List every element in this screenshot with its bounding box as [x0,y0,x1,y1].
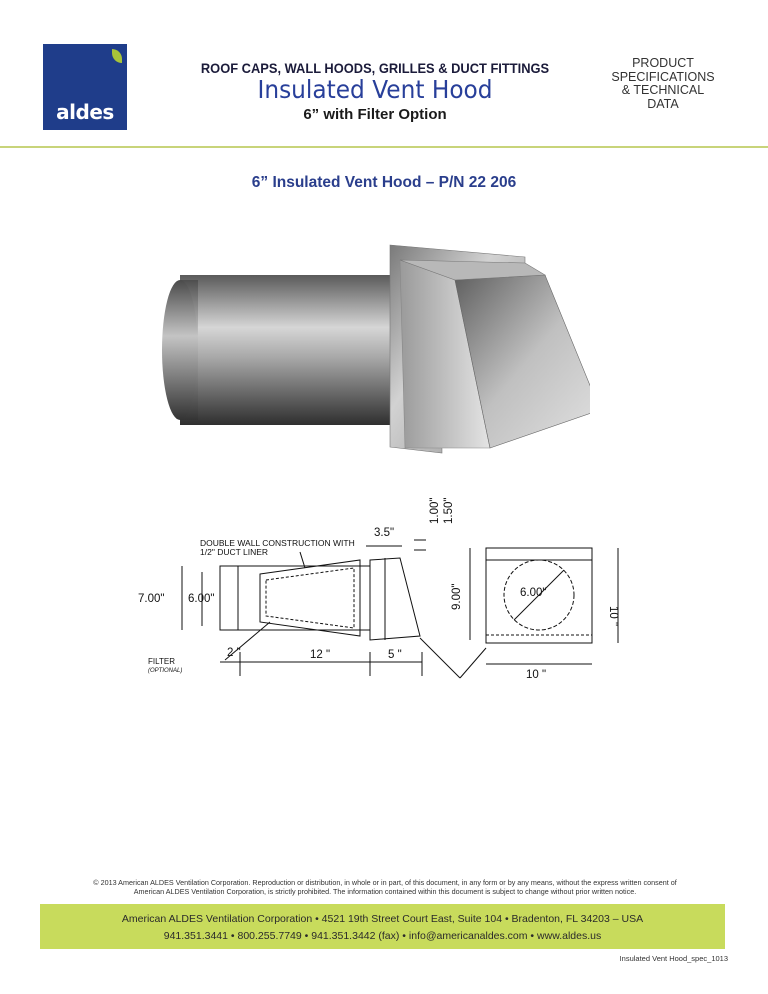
spec-line: & TECHNICAL [621,83,705,97]
collar-band [180,280,198,420]
spec-line: DATA [647,96,679,111]
hood-length-label: 5 " [388,649,402,661]
top-offset-label: 1.50" [443,497,455,524]
document-id: Insulated Vent Hood_spec_1013 [619,954,728,963]
duct-diameter-label: 6.00" [188,593,215,605]
top-offset-label: 1.00" [429,497,441,524]
contact-band [40,904,725,949]
filter-note: (OPTIONAL) [148,668,183,674]
construction-note: 1/2" DUCT LINER [200,547,269,557]
spec-label [598,57,728,111]
duct-liner [260,560,360,636]
drawing-title: 6” Insulated Vent Hood – P/N 22 206 [251,174,517,191]
page-title: Insulated Vent Hood [257,75,493,104]
spec-line: PRODUCT [632,56,694,70]
side-hood-outline [370,558,420,640]
collar-length-label: 2 " [227,647,241,659]
overall-height-label: 7.00" [138,593,165,605]
logo-text: aldes [56,100,114,124]
address-line: American ALDES Ventilation Corporation • 4521 19th Street Court East, Suite 104 • Bradenton, FL 34203 – USA [121,913,644,925]
duct-length-label: 12 " [310,649,331,661]
aldes-logo [43,44,127,130]
construction-note: DOUBLE WALL CONSTRUCTION WITH [200,538,355,548]
header-divider [0,146,768,148]
duct-pipe [180,275,400,425]
copyright-notice [40,878,730,896]
category-heading: ROOF CAPS, WALL HOODS, GRILLES & DUCT FITTINGS [200,60,550,76]
copyright-line: © 2013 American ALDES Ventilation Corporation. Reproduction or distribution, in whole or in part, of this document, in any form or by any means, without the express written consent of [93,878,677,887]
side-duct-outline [220,566,370,630]
leaf-icon [112,49,122,63]
hood-projection-label: 3.5" [374,527,395,539]
hood-height-label: 9.00" [451,583,463,610]
front-diameter-label: 6.00" [520,587,547,599]
copyright-line: American ALDES Ventilation Corporation, is strictly prohibited. The information contained within this document is subject to change without prior written notice. [133,887,637,896]
page-subtitle: 6” with Filter Option [303,106,447,123]
vent-hood-rendering [150,235,590,460]
dimension-drawing [130,488,650,688]
front-height-label: 10 " [607,606,619,627]
contact-line: 941.351.3441 • 800.255.7749 • 941.351.3442 (fax) • info@americanaldes.com • www.aldes.us [163,930,602,942]
front-width-label: 10 " [526,669,547,681]
filter-label: FILTER [148,657,175,666]
spec-line: SPECIFICATIONS [611,69,715,84]
